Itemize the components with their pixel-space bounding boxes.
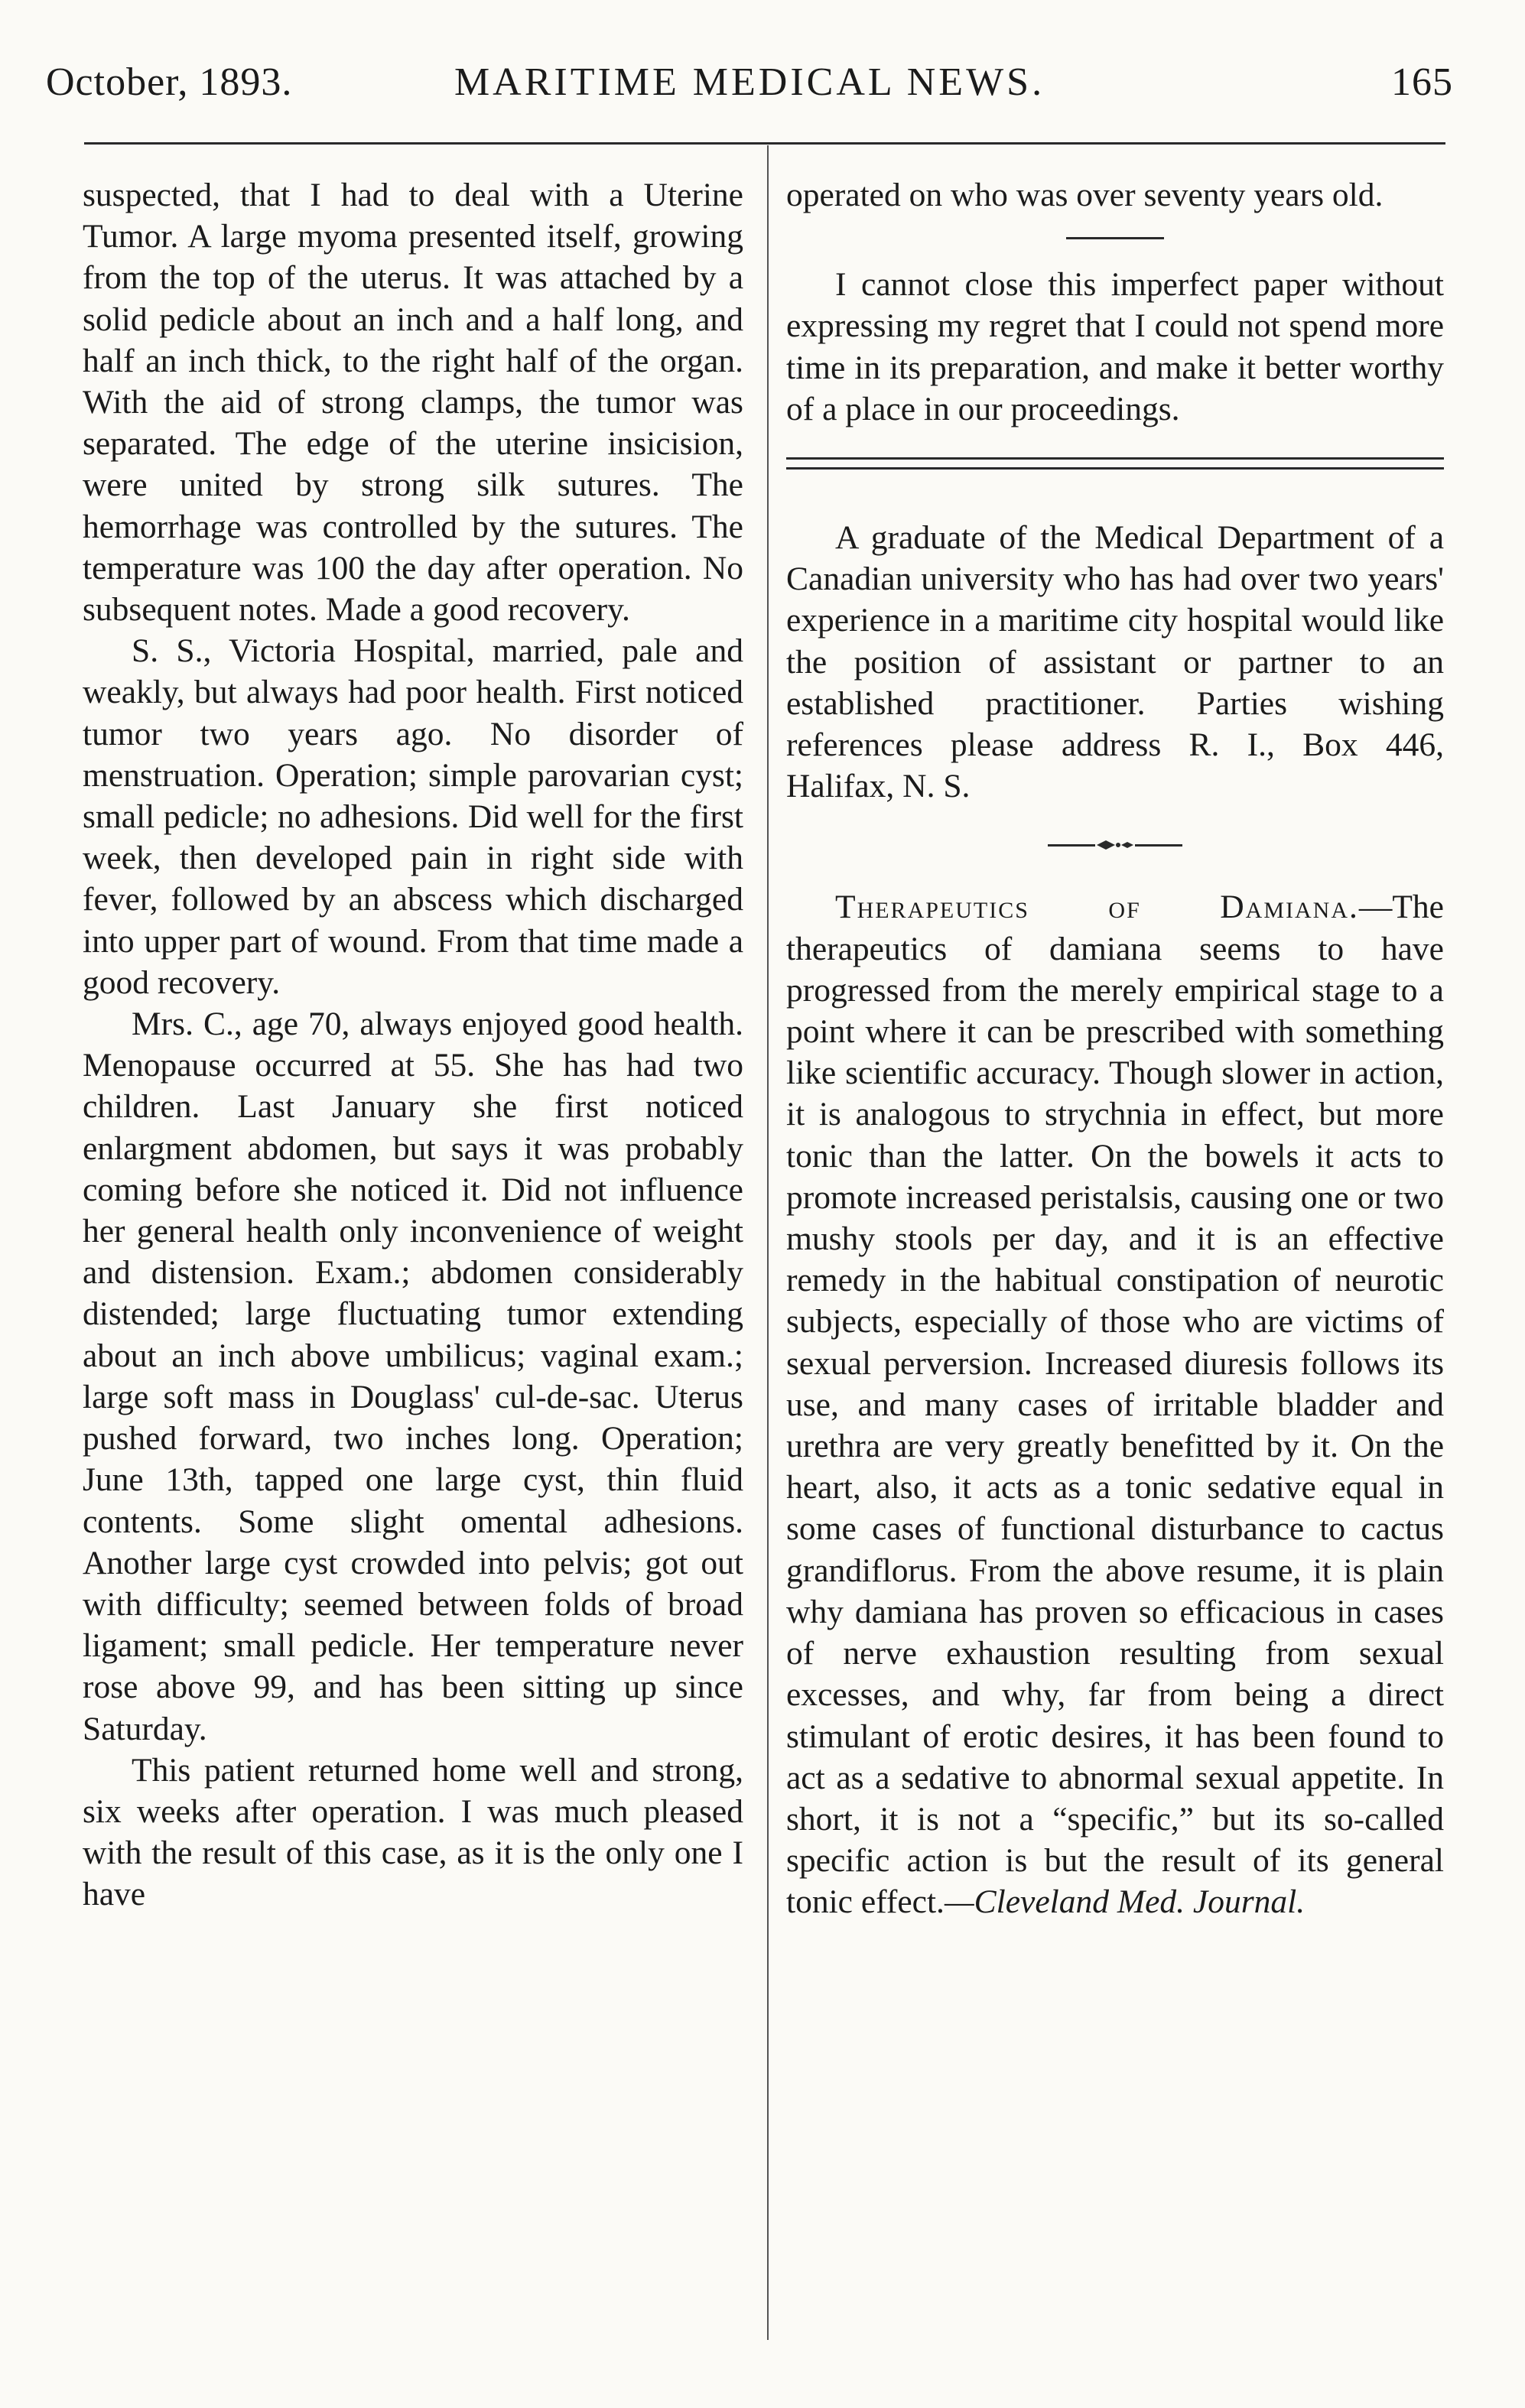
damiana-article: [786, 886, 1444, 1922]
left-column: [83, 174, 743, 1916]
journal-title: MARITIME MEDICAL NEWS.: [454, 60, 1045, 104]
left-paragraph-1: suspected, that I had to deal with a Uterine Tumor. A large myoma presented itself, growing from the top of the uterus. It was attached by a solid pedicle about an inch and a half long, and half an inch thick, to the right half of the organ. With the aid of strong clamps, the tumor was separated. The edge of the uterine insicision, were united by strong silk sutures. The hemorrhage was controlled by the sutures. The temperature was 100 the day after operation. No subsequent notes. Made a good recovery.: [83, 177, 743, 629]
right-paragraph-1: operated on who was over seventy years old.: [786, 177, 1384, 213]
ornamental-divider: [786, 837, 1444, 853]
left-paragraph-2: S. S., Victoria Hospital, married, pale and weakly, but always had poor health. First noticed tumor two years ago. No disorder of menstruation. Operation; simple parovarian cyst; small pedicle; no adhesions. Did well for the first week, then developed pain in right side with fever, followed by an abscess which discharged into upper part of wound. From that time made a good recovery.: [83, 632, 743, 1001]
left-paragraph-3: Mrs. C., age 70, always enjoyed good health. Menopause occurred at 55. She has had two children. Last January she first noticed enlargment abdomen, but says it was probably coming before she noticed it. Did not influence her general health only inconvenience of weight and distension. Exam.; abdomen considerably distended; large fluctuating tumor extending about an inch above umbilicus; vaginal exam.; large soft mass in Douglass' cul-de-sac. Uterus pushed forward, two inches long. Operation; June 13th, tapped one large cyst, thin fluid contents. Some slight omental adhesions. Another large cyst crowded into pelvis; got out with difficulty; seemed between folds of broad ligament; small pedicle. Her temperature never rose above 99, and has been sitting up since Saturday.: [83, 1006, 743, 1747]
article-title: Therapeutics of Damiana.: [835, 889, 1359, 926]
page-number: 165: [1391, 60, 1453, 104]
ornament-diamond-icon: [1095, 838, 1135, 852]
header-rule: [84, 142, 1445, 145]
closing-paragraph: I cannot close this imperfect paper without expressing my regret that I could not spend more time in its preparation, and make it better worthy of a place in our proceedings.: [786, 266, 1444, 427]
column-divider: [767, 145, 769, 2340]
ornament-line-right: [1135, 844, 1182, 847]
right-column: [786, 174, 1444, 1923]
article-source: —Cleveland Med. Journal.: [944, 1883, 1306, 1921]
double-rule-divider: [786, 457, 1444, 470]
article-body: —The therapeutics of damiana seems to have progressed from the merely empirical stage to a point where it can be prescribed with something like scientific accuracy. Though slower in action, it is analogous to strychnia in effect, but more tonic than the latter. On the bowels it acts to promote increased peristalsis, causing one or two mushy stools per day, and it is an effective remedy in the habitual constipation of neurotic subjects, especially of those who are victims of sexual perversion. Increased diuresis follows its use, and many cases of irritable bladder and urethra are very greatly benefitted by it. On the heart, also, it acts as a tonic sedative equal in some cases of functional disturbance to cactus grandiflorus. From the above resume, it is plain why damiana has proven so efficacious in cases of nerve exhaustion resulting from sexual excesses, and why, far from being a direct stimulant of erotic desires, it has been found to act as a sedative to abnormal sexual appetite. In short, it is not a “specific,” but its so-called specific action is but the result of its general tonic effect.: [786, 889, 1444, 1921]
issue-date: October, 1893.: [46, 60, 293, 104]
ornament-line-left: [1048, 844, 1095, 847]
section-rule: [1066, 237, 1164, 239]
running-header: [46, 60, 1453, 113]
left-paragraph-4: This patient returned home well and strong, six weeks after operation. I was much pleased with the result of this case, as it is the only one I have: [83, 1751, 743, 1913]
classified-advertisement: A graduate of the Medical Department of a Canadian university who has had over two years' experience in a maritime city hospital would like the position of assistant or partner to an established practitioner. Parties wishing references please address R. I., Box 446, Halifax, N. S.: [786, 519, 1444, 805]
